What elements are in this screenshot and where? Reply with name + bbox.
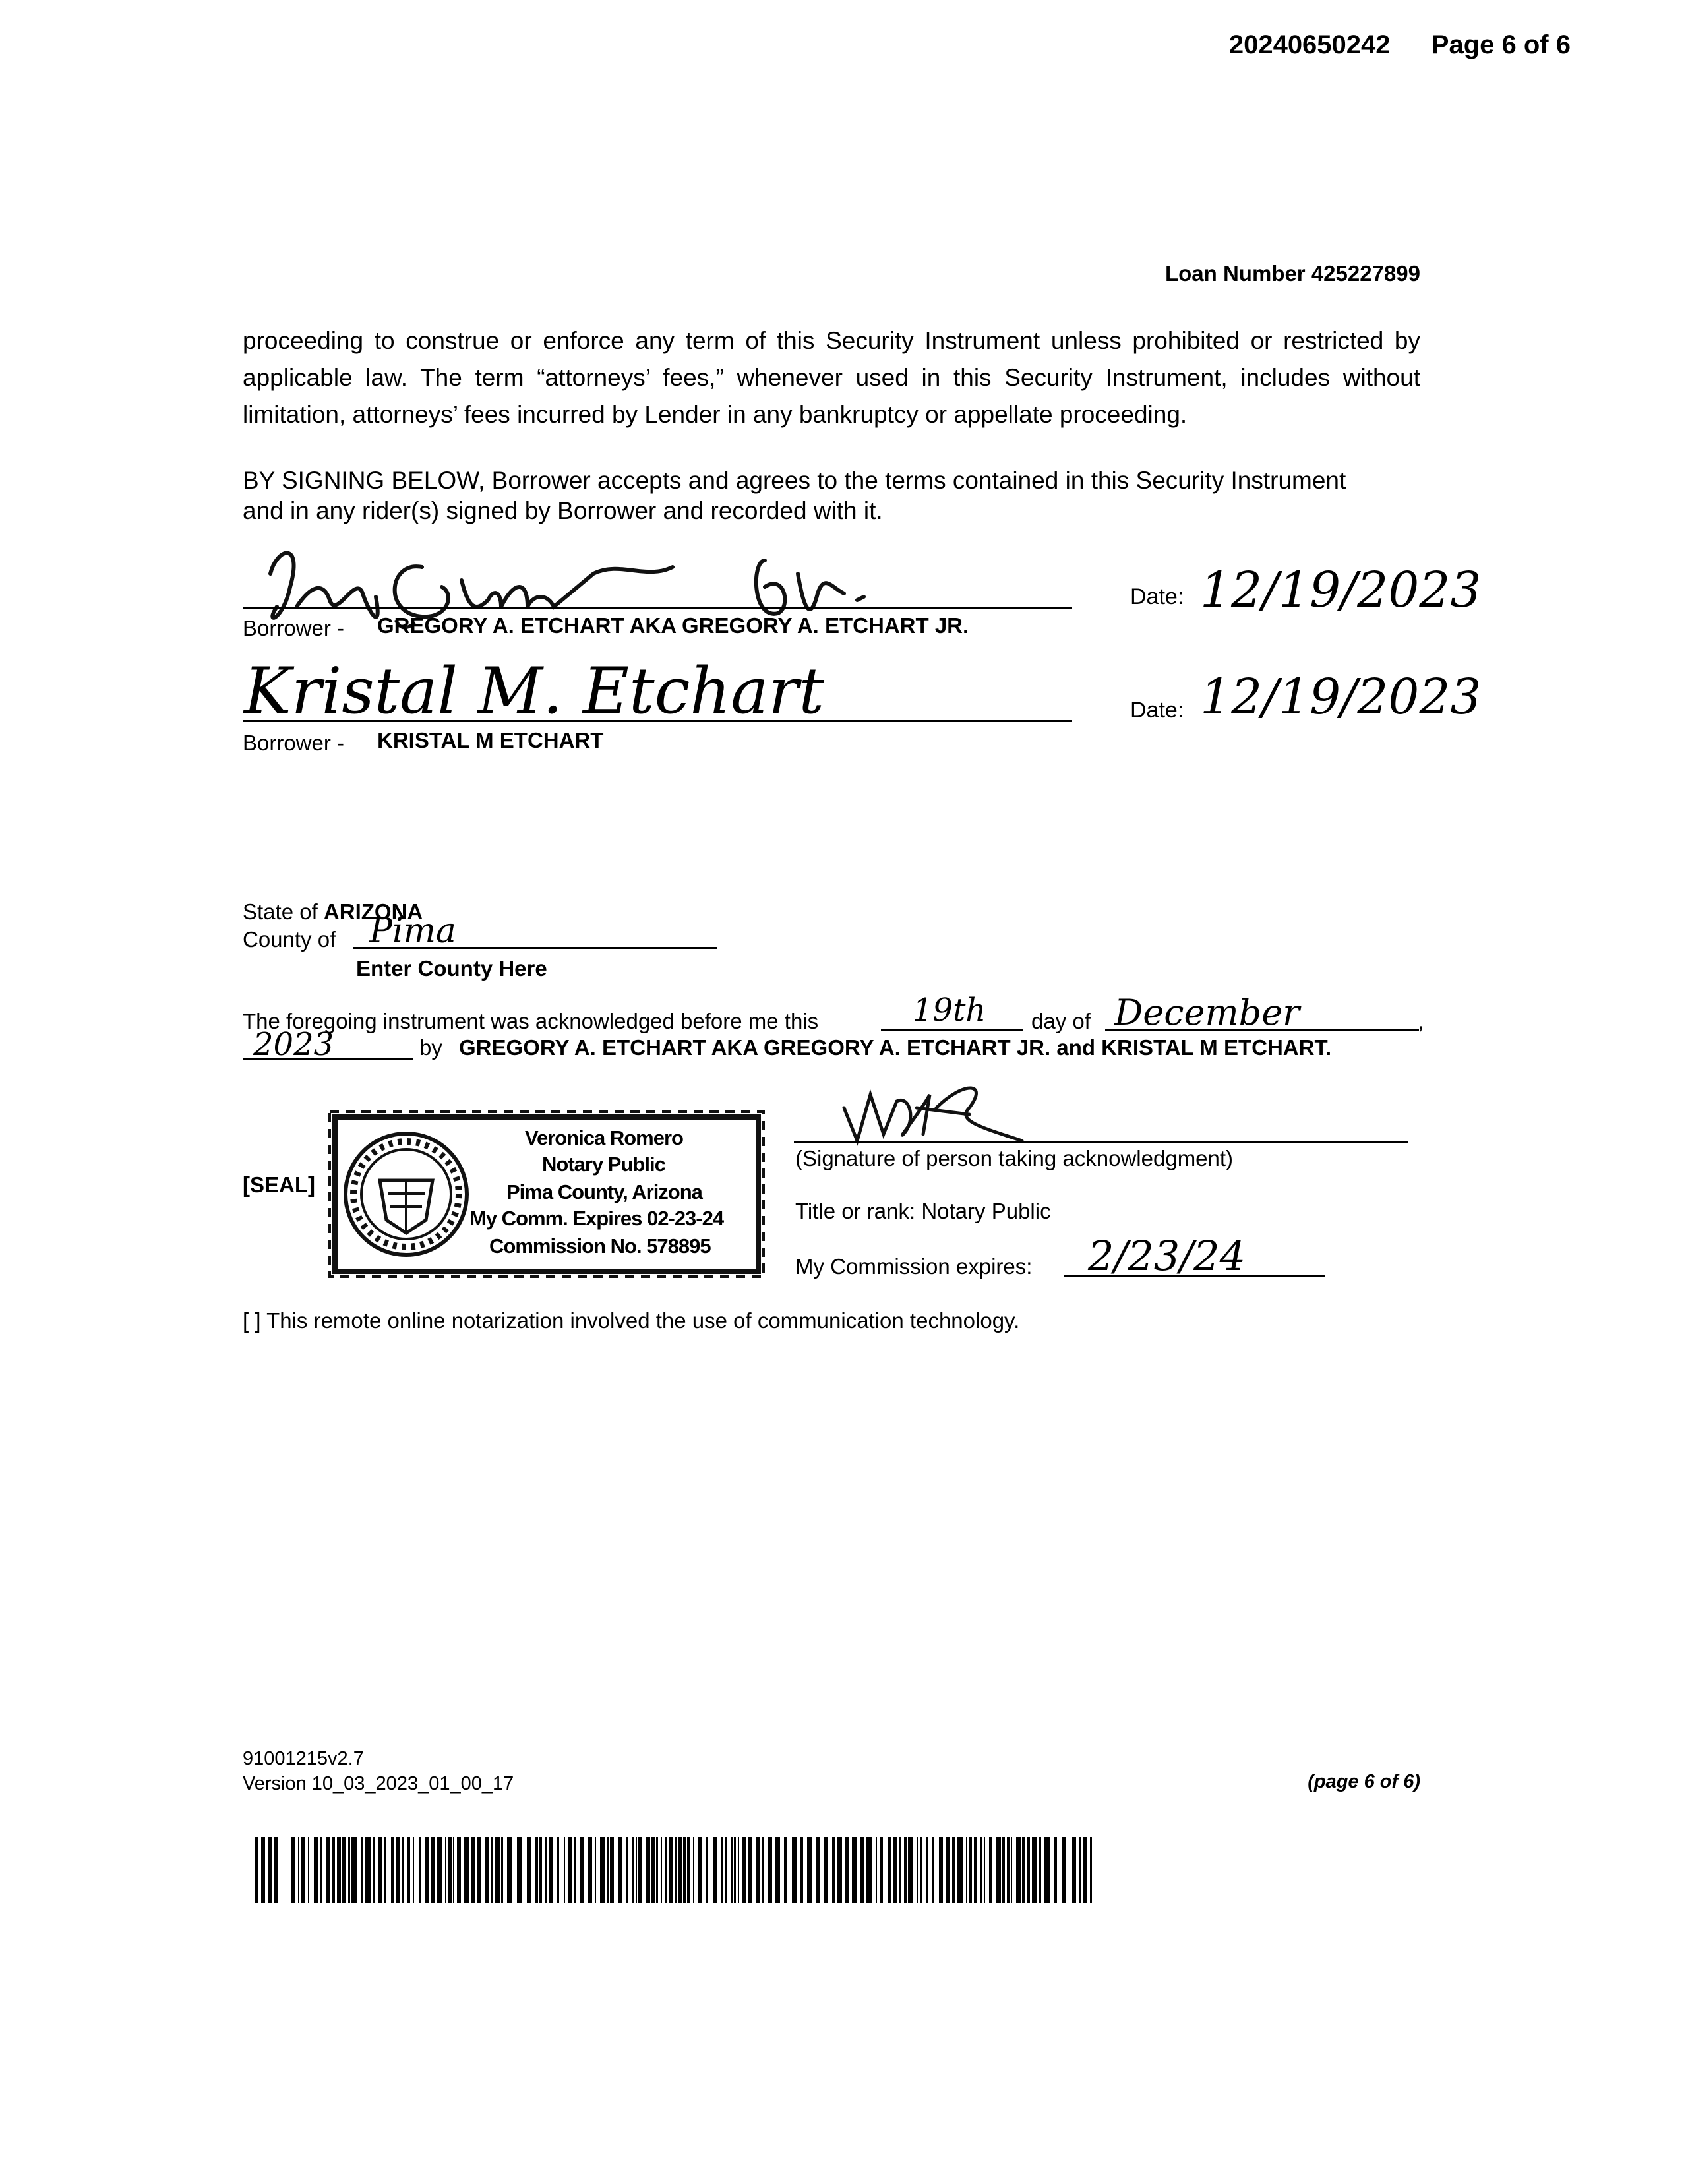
- form-code: 91001215v2.7: [243, 1748, 364, 1769]
- borrower-2-prefix: Borrower -: [243, 731, 345, 755]
- borrower-2-signature-line: [243, 720, 1072, 722]
- document-number: 20240650242: [1228, 30, 1391, 59]
- state-label: State of: [243, 899, 318, 924]
- borrower-1-signature-line: [243, 607, 1072, 609]
- borrower-2-signature: Kristal M. Etchart: [244, 654, 824, 728]
- ack-comma: ,: [1418, 1009, 1424, 1033]
- notary-expires-line: [1064, 1275, 1325, 1277]
- ack-day-line: [881, 1029, 1023, 1031]
- county-label: County of: [243, 927, 336, 952]
- barcode: [255, 1837, 1105, 1903]
- borrower-1-date-label: Date:: [1130, 584, 1184, 609]
- borrower-1-prefix: Borrower -: [243, 616, 345, 640]
- notary-signature-line: [794, 1141, 1408, 1143]
- attorney-fees-paragraph: [243, 322, 1420, 433]
- borrower-1-date: 12/19/2023: [1200, 562, 1482, 619]
- page-header: [1229, 30, 1571, 60]
- county-line: [353, 947, 717, 949]
- ack-month: December: [1114, 992, 1300, 1033]
- signing-paragraph: [243, 466, 1346, 526]
- seal-line-5: Commission No. 578895: [489, 1234, 711, 1258]
- notary-title-label: Title or rank:: [795, 1199, 916, 1223]
- borrower-2-name: KRISTAL M ETCHART: [377, 728, 604, 752]
- remote-notarization-notice: [ ] This remote online notarization involved the use of communication technology.: [243, 1308, 1020, 1333]
- loan-number: Loan Number 425227899: [1164, 261, 1420, 286]
- county-value: Pima: [369, 911, 456, 951]
- notary-expires-value: 2/23/24: [1088, 1232, 1246, 1280]
- ack-day: 19th: [913, 992, 986, 1029]
- paragraph-text: proceeding to construe or enforce any term of this Security Instrument unless prohibited or restricted by applicable law. The term “attorneys’ fees,” whenever used in this Security Instrument, includes without limitation, attorneys’ fees incurred by Lender in any bankruptcy or appellate proceeding.: [243, 327, 1420, 428]
- ack-year: 2023: [253, 1026, 334, 1063]
- seal-line-4: My Comm. Expires 02-23-24: [469, 1207, 724, 1230]
- ack-text-2: day of: [1031, 1009, 1091, 1033]
- seal-line-2: Notary Public: [542, 1153, 665, 1176]
- ack-text-1: The foregoing instrument was acknowledged before me this: [243, 1009, 819, 1033]
- ack-by: by: [419, 1035, 442, 1060]
- seal-line-1: Veronica Romero: [525, 1126, 683, 1149]
- ack-year-line: [243, 1058, 413, 1060]
- footer-left: [243, 1746, 514, 1796]
- footer-page-of: (page 6 of 6): [1308, 1771, 1420, 1792]
- page-indicator: Page 6 of 6: [1431, 30, 1571, 59]
- borrower-2-date: 12/19/2023: [1200, 669, 1482, 725]
- signing-line-1: BY SIGNING BELOW, Borrower accepts and agrees to the terms contained in this Security Instrument: [243, 467, 1346, 494]
- ack-names: GREGORY A. ETCHART AKA GREGORY A. ETCHART JR. and KRISTAL M ETCHART.: [459, 1035, 1332, 1060]
- borrower-1-name: GREGORY A. ETCHART AKA GREGORY A. ETCHART JR.: [377, 613, 969, 638]
- county-hint: Enter County Here: [356, 956, 547, 981]
- seal-label: [SEAL]: [243, 1172, 315, 1197]
- notary-signature-caption: (Signature of person taking acknowledgment): [795, 1146, 1234, 1170]
- borrower-2-date-label: Date:: [1130, 698, 1184, 723]
- state-value: ARIZONA: [323, 899, 423, 924]
- notary-seal-stamp: [327, 1108, 766, 1281]
- seal-line-3: Pima County, Arizona: [506, 1180, 702, 1203]
- form-version: Version 10_03_2023_01_00_17: [243, 1773, 514, 1794]
- signing-line-2: and in any rider(s) signed by Borrower and recorded with it.: [243, 497, 883, 524]
- notary-title-value: Notary Public: [921, 1199, 1051, 1223]
- notary-expires-label: My Commission expires:: [795, 1254, 1033, 1279]
- notary-title-line: [795, 1199, 1051, 1224]
- ack-month-line: [1105, 1029, 1419, 1031]
